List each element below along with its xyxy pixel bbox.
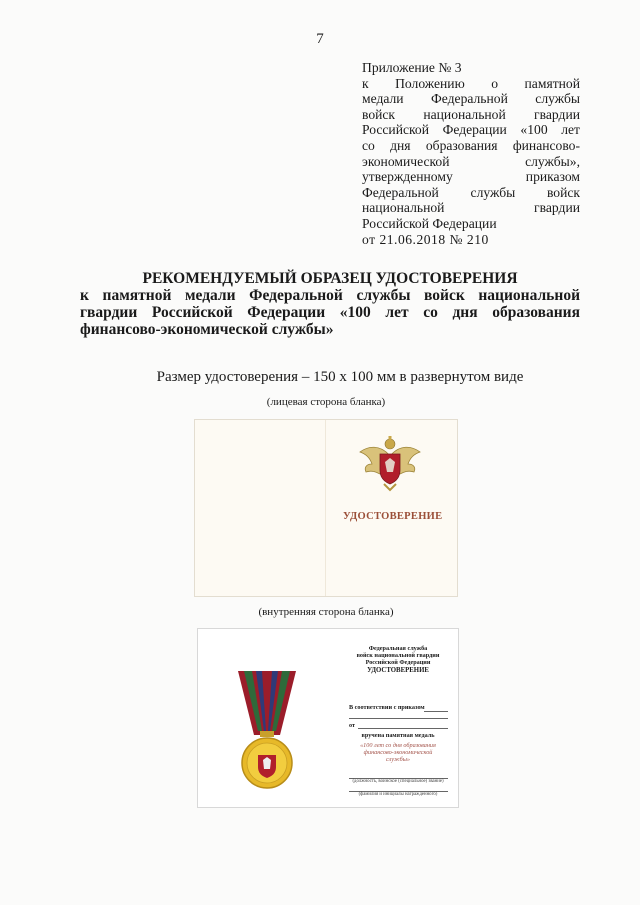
annex-line: Российской Федерации bbox=[362, 215, 497, 231]
annex-line: к Положению о памятной bbox=[362, 75, 580, 91]
annex-block bbox=[362, 60, 580, 247]
medal-image-icon bbox=[224, 669, 310, 791]
page-number: 7 bbox=[316, 31, 324, 47]
annex-line: войск национальной гвардии bbox=[362, 106, 580, 122]
annex-line: утвержденному приказом bbox=[362, 169, 580, 185]
certificate-inner bbox=[197, 628, 459, 808]
annex-line: Федеральной службы войск bbox=[362, 184, 580, 200]
from-label: от bbox=[349, 722, 356, 729]
annex-line: экономической службы», bbox=[362, 153, 580, 169]
inner-caption: (внутренняя сторона бланка) bbox=[258, 606, 394, 618]
annex-line: со дня образования финансово- bbox=[362, 137, 580, 153]
annex-line: медали Федеральной службы bbox=[362, 91, 580, 107]
front-caption: (лицевая сторона бланка) bbox=[266, 396, 386, 408]
position-note: (должность, воинское (специальное) звание) bbox=[352, 779, 444, 784]
size-note: Размер удостоверения – 150 х 100 мм в развернутом виде bbox=[156, 369, 524, 385]
order-number-line bbox=[424, 711, 448, 712]
title-line: к памятной медали Федеральной службы войск национальной bbox=[80, 287, 580, 304]
annex-date: от 21.06.2018 № 210 bbox=[362, 231, 489, 247]
title-line: финансово-экономической службы» bbox=[80, 321, 334, 338]
inner-header-line: Российской Федерации bbox=[365, 659, 431, 666]
eagle-emblem-icon bbox=[358, 434, 422, 494]
medal-name-line: «100 лет со дня образования bbox=[360, 742, 436, 749]
medal-name-line: финансово-экономической bbox=[363, 749, 433, 756]
medal-name-line: службы» bbox=[385, 756, 411, 763]
document-title bbox=[80, 270, 580, 338]
annex-line: национальной гвардии bbox=[362, 200, 580, 216]
front-title: УДОСТОВЕРЕНИЕ bbox=[343, 511, 443, 522]
fold-line bbox=[325, 420, 326, 596]
certificate-front bbox=[194, 419, 458, 597]
annex-line: Российской Федерации «100 лет bbox=[362, 122, 580, 138]
inner-header-line: Федеральная служба bbox=[368, 645, 428, 652]
inner-header-line: войск национальной гвардии bbox=[356, 652, 440, 659]
name-note: (фамилия и инициалы награжденного) bbox=[358, 792, 438, 797]
awarded-text: вручена памятная медаль bbox=[361, 732, 435, 739]
date-line bbox=[358, 728, 448, 729]
inner-title: УДОСТОВЕРЕНИЕ bbox=[367, 667, 429, 674]
title-line: РЕКОМЕНДУЕМЫЙ ОБРАЗЕЦ УДОСТОВЕРЕНИЯ bbox=[142, 270, 518, 287]
title-line: гвардии Российской Федерации «100 лет со дня образования bbox=[80, 304, 580, 321]
annex-line: Приложение № 3 bbox=[362, 60, 462, 75]
order-line bbox=[349, 718, 448, 719]
order-label: В соответствии с приказом bbox=[349, 704, 425, 711]
